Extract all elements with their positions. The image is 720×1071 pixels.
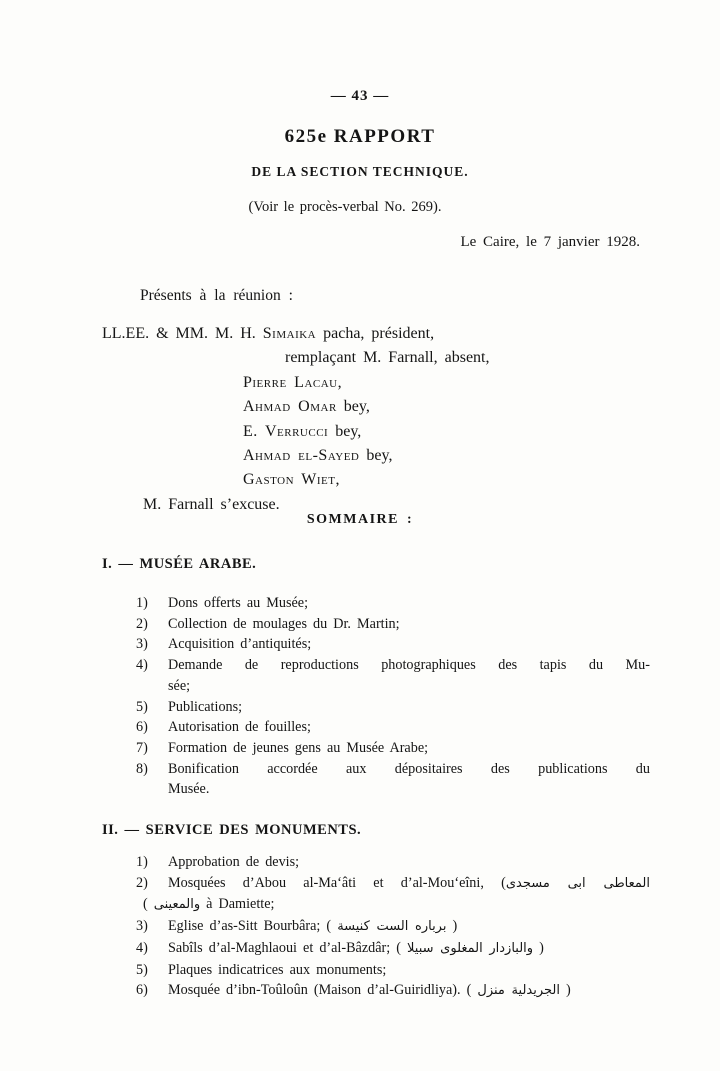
attendee-name: Gaston Wiet [243, 471, 336, 489]
item-text [168, 938, 650, 960]
item-text-line-1: Bonification accordée aux dépositaires des publications du [168, 760, 650, 777]
item-number: 2) [136, 874, 148, 891]
attendee-line: E. Verrucci bey, [243, 422, 362, 440]
french-text: Mosquées d’Abou al-Ma‘âti et d’al-Mou‘eîni, ( [168, 874, 506, 891]
list-item [136, 697, 650, 718]
paren-close: ) [446, 918, 458, 935]
sommaire-heading: SOMMAIRE : [306, 512, 414, 527]
arabic-annotation: مسجدى ‎ابى ‎المعاطى [505, 875, 650, 891]
attendee-line: Ahmad Omar bey, [243, 398, 370, 416]
arabic-annotation: سبيلا ‎المغلوى ‎والبازدار [407, 940, 534, 956]
french-text: à Damiette; [200, 896, 275, 913]
attendee-line: Gaston Wiet, [243, 471, 340, 489]
report-title: 625e RAPPORT [284, 126, 436, 147]
attendee-line-replacement: remplaçant M. Farnall, absent, [285, 349, 490, 367]
item-number: 6) [136, 982, 148, 999]
item-text [168, 980, 650, 1002]
proces-verbal-reference: (Voir le procès-verbal No. 269). [248, 199, 442, 215]
item-number: 1) [136, 595, 148, 611]
list-item [136, 655, 650, 696]
item-number: 7) [136, 739, 148, 756]
attendee-prefix: LL.EE. & MM. M. H. [102, 325, 263, 342]
item-text: Approbation de devis; [168, 854, 300, 870]
item-text-line-1 [168, 873, 650, 895]
list-item [136, 960, 650, 981]
item-number: 5) [136, 961, 148, 978]
list-item [136, 738, 650, 759]
excused-note: M. Farnall s’excuse. [143, 495, 280, 513]
item-text: Collection de moulages du Dr. Martin; [168, 615, 400, 632]
section-2-heading: II. — SERVICE DES MONUMENTS. [102, 822, 362, 838]
item-text-line-2: sée; [168, 677, 191, 694]
attendee-line: Pierre Lacau, [243, 373, 342, 391]
french-text: Eglise d’as-Sitt Bourbâra; ( [168, 918, 338, 935]
french-text: Mosquée d’ibn-Toûloûn (Maison d’al-Guiridliya). ( [168, 982, 478, 999]
attendee-name: Simaika [262, 325, 317, 342]
item-text [168, 916, 650, 938]
attendee-name: Pierre Lacau [243, 373, 338, 391]
paren-open: ( [143, 896, 154, 913]
attendee-line: Ahmad el-Sayed bey, [243, 447, 393, 465]
list-item [136, 852, 650, 873]
attendee-name: E. Verrucci [243, 422, 329, 440]
presents-intro: Présents à la réunion : [140, 287, 293, 304]
item-text-line-1: Demande de reproductions photographiques des tapis du Mu- [168, 657, 650, 674]
report-subtitle: DE LA SECTION TECHNIQUE. [251, 164, 469, 179]
section-1-heading: I. — MUSÉE ARABE. [102, 556, 257, 572]
section-1-list [136, 593, 650, 800]
item-text: Plaques indicatrices aux monuments; [168, 961, 387, 978]
list-item [136, 916, 650, 938]
item-text: Publications; [168, 698, 243, 715]
item-text-line-2 [143, 894, 650, 916]
list-item [136, 759, 650, 800]
item-text-line-2: Musée. [168, 781, 210, 798]
attendees-block [0, 322, 720, 517]
section-2-list [136, 852, 650, 1002]
item-number: 5) [136, 698, 148, 715]
list-item [136, 593, 650, 614]
arabic-annotation: منزل ‎الجريدلية [477, 983, 560, 999]
french-text: Sabîls d’al-Maghlaoui et d’al-Bâzdâr; ( [168, 939, 408, 956]
page-number: — 43 — [330, 88, 390, 104]
item-number: 4) [136, 939, 148, 956]
list-item [136, 938, 650, 960]
item-text: Formation de jeunes gens au Musée Arabe; [168, 739, 429, 756]
attendee-name: Ahmad el-Sayed [243, 447, 360, 465]
list-item [136, 634, 650, 655]
item-text: Autorisation de fouilles; [168, 719, 311, 736]
paren-close: ) [559, 982, 571, 999]
item-number: 8) [136, 760, 148, 777]
list-item [136, 614, 650, 635]
attendee-suffix: pacha, président, [316, 325, 435, 342]
item-number: 1) [136, 854, 148, 870]
dateline: Le Caire, le 7 janvier 1928. [460, 234, 640, 250]
item-text: Acquisition d’antiquités; [168, 636, 312, 653]
item-number: 3) [136, 918, 148, 935]
item-number: 2) [136, 615, 148, 632]
list-item [136, 980, 650, 1002]
item-number: 3) [136, 636, 148, 653]
list-item [136, 873, 650, 916]
attendee-line-president [0, 322, 720, 346]
arabic-annotation: والمعينى [153, 897, 201, 913]
paren-close: ) [533, 939, 544, 956]
arabic-annotation: كنيسة ‎الست ‎برباره [337, 919, 447, 935]
item-number: 4) [136, 657, 148, 674]
list-item [136, 717, 650, 738]
item-text: Dons offerts au Musée; [168, 595, 309, 611]
attendee-name: Ahmad Omar [243, 398, 337, 416]
item-number: 6) [136, 719, 148, 736]
